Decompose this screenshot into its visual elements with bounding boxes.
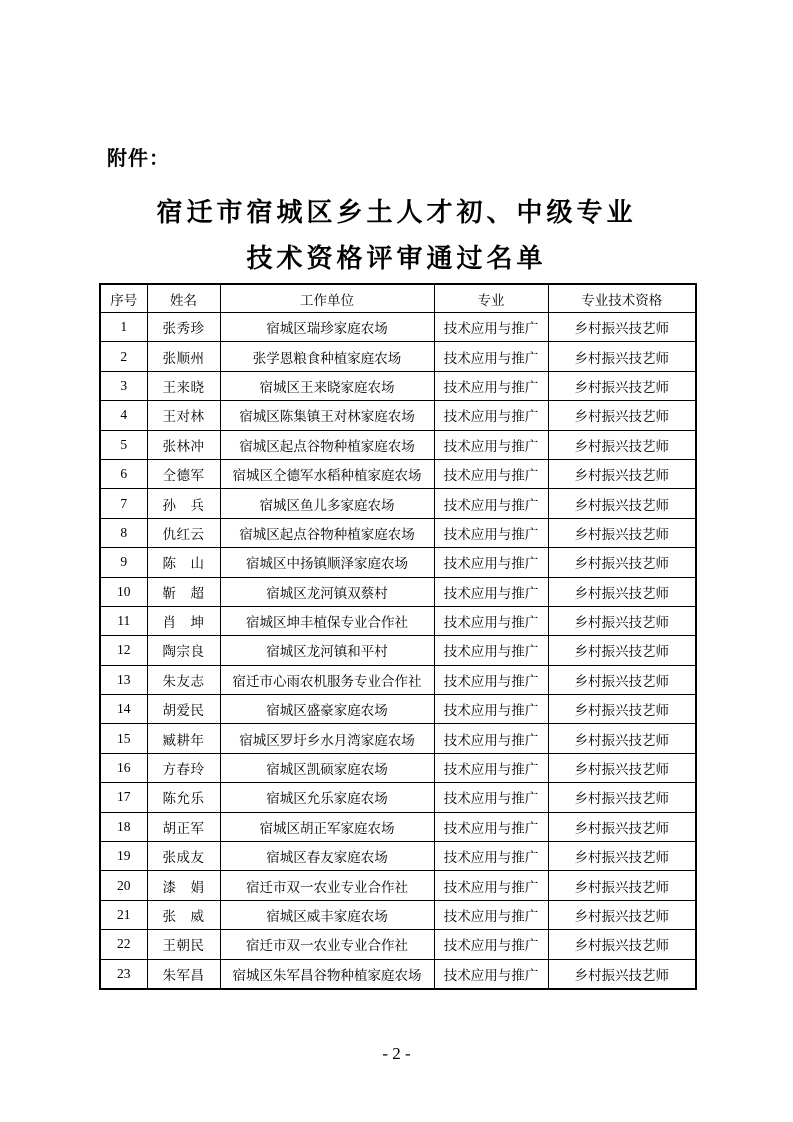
cell-major: 技术应用与推广 [434, 724, 548, 753]
table-row [100, 871, 696, 900]
cell-index: 16 [100, 753, 147, 782]
cell-work-unit: 宿城区起点谷物种植家庭农场 [220, 430, 434, 459]
cell-qualification: 乡村振兴技艺师 [548, 313, 696, 342]
cell-qualification: 乡村振兴技艺师 [548, 724, 696, 753]
cell-name: 胡正军 [147, 812, 220, 841]
table-row [100, 930, 696, 959]
table-row [100, 489, 696, 518]
cell-index: 19 [100, 842, 147, 871]
cell-index: 17 [100, 783, 147, 812]
cell-index: 22 [100, 930, 147, 959]
cell-index: 7 [100, 489, 147, 518]
cell-index: 9 [100, 548, 147, 577]
table-row [100, 959, 696, 989]
cell-qualification: 乡村振兴技艺师 [548, 430, 696, 459]
cell-name: 漆 娟 [147, 871, 220, 900]
cell-qualification: 乡村振兴技艺师 [548, 489, 696, 518]
cell-qualification: 乡村振兴技艺师 [548, 459, 696, 488]
cell-major: 技术应用与推广 [434, 783, 548, 812]
cell-qualification: 乡村振兴技艺师 [548, 636, 696, 665]
approved-list-table [99, 283, 697, 990]
cell-major: 技术应用与推广 [434, 900, 548, 929]
cell-name: 胡爱民 [147, 695, 220, 724]
cell-index: 2 [100, 342, 147, 371]
cell-qualification: 乡村振兴技艺师 [548, 959, 696, 989]
cell-work-unit: 宿城区王来晓家庭农场 [220, 371, 434, 400]
table-row [100, 812, 696, 841]
cell-major: 技术应用与推广 [434, 313, 548, 342]
page-number: - 2 - [382, 1044, 411, 1063]
table-row [100, 842, 696, 871]
cell-name: 陈允乐 [147, 783, 220, 812]
cell-name: 张成友 [147, 842, 220, 871]
table-row [100, 459, 696, 488]
cell-index: 15 [100, 724, 147, 753]
cell-index: 6 [100, 459, 147, 488]
cell-work-unit: 宿城区龙河镇双蔡村 [220, 577, 434, 606]
cell-index: 12 [100, 636, 147, 665]
cell-work-unit: 宿城区罗圩乡水月湾家庭农场 [220, 724, 434, 753]
cell-name: 仇红云 [147, 518, 220, 547]
cell-qualification: 乡村振兴技艺师 [548, 665, 696, 694]
cell-index: 21 [100, 900, 147, 929]
cell-major: 技术应用与推广 [434, 665, 548, 694]
cell-qualification: 乡村振兴技艺师 [548, 401, 696, 430]
cell-name: 张顺州 [147, 342, 220, 371]
table-row [100, 665, 696, 694]
cell-name: 肖 坤 [147, 606, 220, 635]
table-row [100, 342, 696, 371]
cell-index: 3 [100, 371, 147, 400]
cell-work-unit: 宿城区起点谷物种植家庭农场 [220, 518, 434, 547]
cell-major: 技术应用与推广 [434, 518, 548, 547]
cell-work-unit: 宿城区允乐家庭农场 [220, 783, 434, 812]
header-work-unit: 工作单位 [220, 284, 434, 313]
cell-qualification: 乡村振兴技艺师 [548, 753, 696, 782]
table-body [100, 313, 696, 989]
cell-index: 8 [100, 518, 147, 547]
cell-work-unit: 宿城区朱军昌谷物种植家庭农场 [220, 959, 434, 989]
cell-index: 4 [100, 401, 147, 430]
cell-name: 朱友志 [147, 665, 220, 694]
cell-work-unit: 宿城区威丰家庭农场 [220, 900, 434, 929]
table-row [100, 636, 696, 665]
cell-index: 20 [100, 871, 147, 900]
cell-name: 朱军昌 [147, 959, 220, 989]
cell-name: 张 威 [147, 900, 220, 929]
header-qualification: 专业技术资格 [548, 284, 696, 313]
cell-name: 靳 超 [147, 577, 220, 606]
cell-name: 仝德军 [147, 459, 220, 488]
table-row [100, 900, 696, 929]
cell-index: 18 [100, 812, 147, 841]
header-name: 姓名 [147, 284, 220, 313]
cell-work-unit: 宿城区凯硕家庭农场 [220, 753, 434, 782]
table-row [100, 430, 696, 459]
cell-major: 技术应用与推广 [434, 753, 548, 782]
cell-major: 技术应用与推广 [434, 695, 548, 724]
cell-major: 技术应用与推广 [434, 459, 548, 488]
cell-major: 技术应用与推广 [434, 930, 548, 959]
cell-major: 技术应用与推广 [434, 430, 548, 459]
cell-index: 23 [100, 959, 147, 989]
cell-qualification: 乡村振兴技艺师 [548, 812, 696, 841]
attachment-label: 附件： [107, 146, 170, 170]
cell-work-unit: 宿城区坤丰植保专业合作社 [220, 606, 434, 635]
cell-index: 11 [100, 606, 147, 635]
cell-major: 技术应用与推广 [434, 401, 548, 430]
cell-name: 张林冲 [147, 430, 220, 459]
document-title-line-2: 技术资格评审通过名单 [246, 244, 547, 274]
table-row [100, 518, 696, 547]
cell-qualification: 乡村振兴技艺师 [548, 577, 696, 606]
table-row [100, 753, 696, 782]
cell-work-unit: 宿迁市心雨农机服务专业合作社 [220, 665, 434, 694]
table-row [100, 548, 696, 577]
cell-major: 技术应用与推广 [434, 871, 548, 900]
cell-qualification: 乡村振兴技艺师 [548, 871, 696, 900]
table-row [100, 401, 696, 430]
cell-index: 5 [100, 430, 147, 459]
cell-major: 技术应用与推广 [434, 606, 548, 635]
cell-qualification: 乡村振兴技艺师 [548, 900, 696, 929]
cell-name: 陶宗良 [147, 636, 220, 665]
cell-qualification: 乡村振兴技艺师 [548, 783, 696, 812]
cell-qualification: 乡村振兴技艺师 [548, 342, 696, 371]
cell-work-unit: 宿迁市双一农业专业合作社 [220, 871, 434, 900]
table-row [100, 695, 696, 724]
cell-work-unit: 宿城区陈集镇王对林家庭农场 [220, 401, 434, 430]
cell-name: 臧耕年 [147, 724, 220, 753]
cell-index: 14 [100, 695, 147, 724]
cell-major: 技术应用与推广 [434, 371, 548, 400]
cell-name: 张秀珍 [147, 313, 220, 342]
cell-work-unit: 宿城区中扬镇顺泽家庭农场 [220, 548, 434, 577]
table-row [100, 606, 696, 635]
cell-major: 技术应用与推广 [434, 342, 548, 371]
cell-work-unit: 张学恩粮食种植家庭农场 [220, 342, 434, 371]
table-row [100, 371, 696, 400]
cell-name: 陈 山 [147, 548, 220, 577]
cell-qualification: 乡村振兴技艺师 [548, 548, 696, 577]
cell-qualification: 乡村振兴技艺师 [548, 606, 696, 635]
cell-work-unit: 宿城区瑞珍家庭农场 [220, 313, 434, 342]
document-title-line-1: 宿迁市宿城区乡土人才初、中级专业 [156, 198, 637, 228]
table-row [100, 577, 696, 606]
cell-major: 技术应用与推广 [434, 577, 548, 606]
cell-work-unit: 宿城区盛豪家庭农场 [220, 695, 434, 724]
cell-index: 1 [100, 313, 147, 342]
cell-qualification: 乡村振兴技艺师 [548, 695, 696, 724]
cell-major: 技术应用与推广 [434, 489, 548, 518]
cell-major: 技术应用与推广 [434, 842, 548, 871]
cell-work-unit: 宿城区春友家庭农场 [220, 842, 434, 871]
cell-work-unit: 宿城区龙河镇和平村 [220, 636, 434, 665]
cell-index: 13 [100, 665, 147, 694]
header-index: 序号 [100, 284, 147, 313]
header-major: 专业 [434, 284, 548, 313]
table-header-row [100, 284, 696, 313]
cell-name: 孙 兵 [147, 489, 220, 518]
cell-work-unit: 宿城区胡正军家庭农场 [220, 812, 434, 841]
table-row [100, 313, 696, 342]
cell-work-unit: 宿城区仝德军水稻种植家庭农场 [220, 459, 434, 488]
cell-name: 王来晓 [147, 371, 220, 400]
cell-major: 技术应用与推广 [434, 548, 548, 577]
cell-qualification: 乡村振兴技艺师 [548, 842, 696, 871]
cell-work-unit: 宿城区鱼儿多家庭农场 [220, 489, 434, 518]
cell-name: 王朝民 [147, 930, 220, 959]
cell-work-unit: 宿迁市双一农业专业合作社 [220, 930, 434, 959]
cell-qualification: 乡村振兴技艺师 [548, 371, 696, 400]
cell-major: 技术应用与推广 [434, 959, 548, 989]
cell-qualification: 乡村振兴技艺师 [548, 518, 696, 547]
table-row [100, 783, 696, 812]
table-row [100, 724, 696, 753]
cell-index: 10 [100, 577, 147, 606]
cell-qualification: 乡村振兴技艺师 [548, 930, 696, 959]
cell-name: 方春玲 [147, 753, 220, 782]
cell-major: 技术应用与推广 [434, 812, 548, 841]
cell-name: 王对林 [147, 401, 220, 430]
cell-major: 技术应用与推广 [434, 636, 548, 665]
